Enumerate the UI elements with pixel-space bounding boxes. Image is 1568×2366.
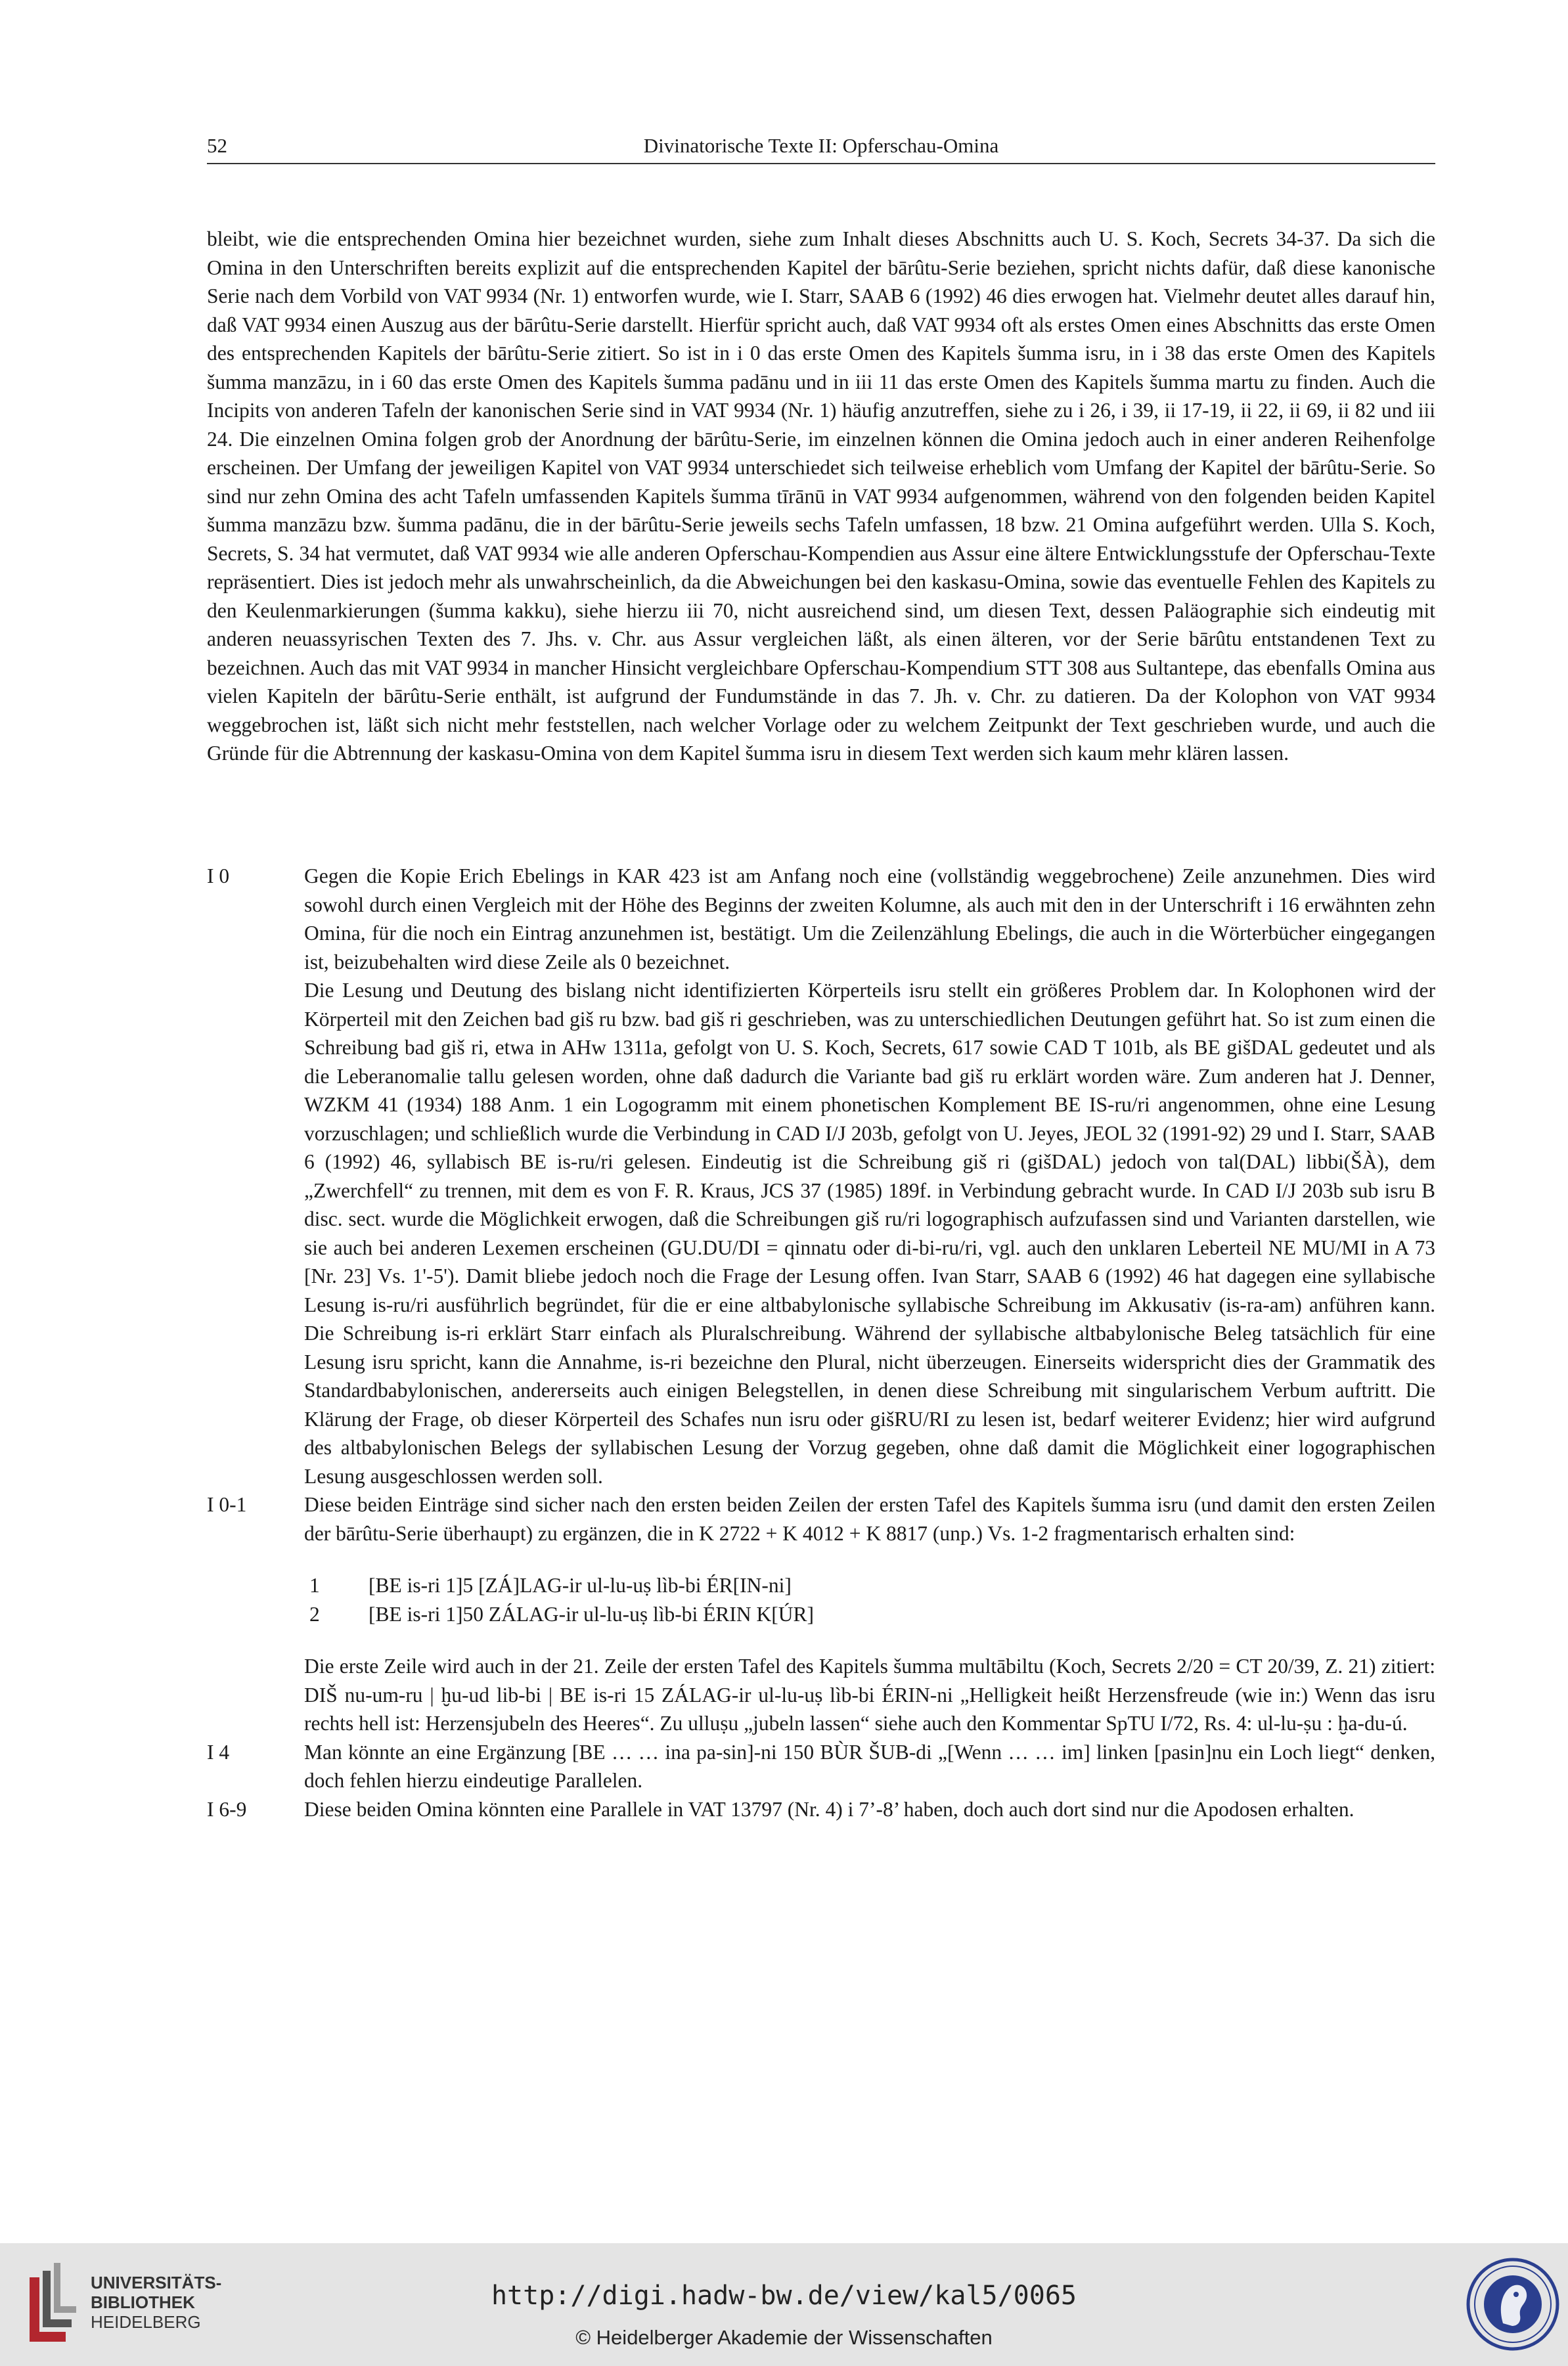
note-body: [304, 1738, 1435, 1795]
line-text: [BE is-ri 1]5 [ZÁ]LAG-ir ul-lu-uṣ lìb-bi ÉR[IN-ni]: [369, 1574, 792, 1597]
note-entry: [207, 1490, 1435, 1738]
library-name-line: UNIVERSITÄTS-: [91, 2273, 222, 2292]
note-paragraph: Die erste Zeile wird auch in der 21. Zeile der ersten Tafel des Kapitels šumma multābiltu (Koch, Secrets 2/20 = CT 20/39, Z. 21) zitiert: DIŠ nu-um-ru | ḫu-ud lib-bi | BE is-ri 15 ZÁLAG-ir ul-lu-uṣ lìb-bi ÉRIN-ni „Helligkeit heißt Herzensfreude (wie in:) Wenn das isru rechts hell ist: Herzensjubeln des Heeres“. Zu ulluṣu „jubeln lassen“ siehe auch den Kommentar SpTU I/72, Rs. 4: ul-lu-ṣu : ḫa-du-ú.: [304, 1655, 1435, 1735]
note-paragraph: Die Lesung und Deutung des bislang nicht identifizierten Körperteils isru stellt ein größeres Problem dar. In Kolophonen wird der Körperteil mit den Zeichen bad giš ru bzw. bad giš ri geschrieben, was zu unterschiedlichen Deutungen geführt hat. So ist zum einen die Schreibung bad giš ri, etwa in AHw 1311a, gefolgt von U. S. Koch, Secrets, 617 sowie CAD T 101b, als BE gišDAL gedeutet und als die Leberanomalie tallu gelesen worden, ohne daß dadurch die Variante bad giš ru erklärt worden wäre. Zum anderen hat J. Denner, WZKM 41 (1934) 188 Anm. 1 ein Logogramm mit einem phonetischen Komplement BE IS-ru/ri angenommen, ohne eine Lesung vorzuschlagen; und schließlich wurde die Verbindung in CAD I/J 203b, gefolgt von U. Jeyes, JEOL 32 (1991-92) 29 und I. Starr, SAAB 6 (1992) 46, syllabisch BE is-ru/ri gelesen. Eindeutig ist die Schreibung giš ri (gišDAL) jedoch von tal(DAL) libbi(ŠÀ), dem „Zwerchfell“ zu trennen, mit dem es von F. R. Kraus, JCS 37 (1985) 189f. in Verbindung gebracht wurde. In CAD I/J 203b sub isru B disc. sect. wurde die Möglichkeit erwogen, daß die Schreibungen giš ru/ri logographisch aufzufassen sind und Varianten darstellen, wie sie auch bei anderen Lexemen erscheinen (GU.DU/DI = qinnatu oder di-bi-ru/ri, vgl. auch den unklaren Leberteil NE MU/MI in A 73 [Nr. 23] Vs. 1'-5'). Damit bliebe jedoch noch die Frage der Lesung offen. Ivan Starr, SAAB 6 (1992) 46 hat dagegen eine syllabische Lesung is-ru/ri ausführlich begründet, für die er eine altbabylonische syllabische Schreibung im Akkusativ (is-ra-am) anführen kann. Die Schreibung is-ri erklärt Starr einfach als Pluralschreibung. Während der syllabische altbabylonische Beleg tatsächlich für eine Lesung isru spricht, kann die Annahme, is-ri bezeichne den Plural, nicht überzeugen. Einerseits widerspricht dies der Grammatik des Standardbabylonischen, andererseits auch einigen Belegstellen, in denen diese Schreibung mit singularischem Verbum auftritt. Die Klärung der Frage, ob dieser Körperteil des Schafes nun isru oder gišRU/RI zu lesen ist, bedarf weiterer Evidenz; hier wird aufgrund des altbabylonischen Belegs der syllabischen Lesung der Vorzug gegeben, ohne daß damit die Möglichkeit einer logographischen Lesung ausgeschlossen werden soll.: [304, 979, 1435, 1488]
note-body: [304, 1795, 1435, 1824]
running-title: Divinatorische Texte II: Opferschau-Omina: [643, 134, 999, 157]
library-name-line: HEIDELBERG: [91, 2312, 201, 2332]
transliteration-line: [304, 1600, 1435, 1629]
line-text: [BE is-ri 1]50 ZÁLAG-ir ul-lu-uṣ lìb-bi ÉRIN K[ÚR]: [369, 1602, 815, 1626]
note-label: I 0-1: [207, 1493, 247, 1516]
footer-band: [0, 2243, 1568, 2366]
page-number: 52: [207, 134, 227, 157]
copyright-notice: © Heidelberger Akademie der Wissenschaften: [575, 2326, 993, 2349]
note-label: I 4: [207, 1740, 230, 1764]
line-number: 2: [309, 1602, 320, 1626]
intro-paragraph: bleibt, wie die entsprechenden Omina hier bezeichnet wurden, siehe zum Inhalt dieses Abschnitts auch U. S. Koch, Secrets 34-37. Da sich die Omina in den Unterschriften bereits explizit auf die entsprechenden Kapitel der bārûtu-Serie beziehen, spricht nichts dafür, daß diese kanonische Serie nach dem Vorbild von VAT 9934 (Nr. 1) entworfen wurde, wie I. Starr, SAAB 6 (1992) 46 dies erwogen hat. Vielmehr deutet alles darauf hin, daß VAT 9934 einen Auszug aus der bārûtu-Serie darstellt. Hierfür spricht auch, daß VAT 9934 oft als erstes Omen eines Abschnitts das erste Omen des entsprechenden Kapitels der bārûtu-Serie zitiert. So ist in i 0 das erste Omen des Kapitels šumma isru, in i 38 das erste Omen des Kapitels šumma manzāzu, in i 60 das erste Omen des Kapitels šumma padānu und in iii 11 das erste Omen des Kapitels šumma martu zu finden. Auch die Incipits von anderen Tafeln der kanonischen Serie sind in VAT 9934 (Nr. 1) häufig anzutreffen, siehe zu i 26, i 39, ii 17-19, ii 22, ii 69, ii 82 und iii 24. Die einzelnen Omina folgen grob der Anordnung der bārûtu-Serie, im einzelnen können die Omina jedoch auch in einer anderen Reihenfolge erscheinen. Der Umfang der jeweiligen Kapitel von VAT 9934 unterschiedet sich teilweise erheblich vom Umfang der Kapitel der bārûtu-Serie. So sind nur zehn Omina des acht Tafeln umfassenden Kapitels šumma tīrānū in VAT 9934 aufgenommen, während von den folgenden beiden Kapitel šumma manzāzu bzw. šumma padānu, die in der bārûtu-Serie jeweils sechs Tafeln umfassen, 18 bzw. 21 Omina aufgeführt werden. Ulla S. Koch, Secrets, S. 34 hat vermutet, daß VAT 9934 wie alle anderen Opferschau-Kompendien aus Assur eine ältere Entwicklungsstufe der Opferschau-Texte repräsentiert. Dies ist jedoch mehr als unwahrscheinlich, da die Abweichungen bei den kaskasu-Omina, sowie das eventuelle Fehlen des Kapitels zu den Keulenmarkierungen (šumma kakku), siehe hierzu iii 70, nicht ausreichend sind, um diesen Text, dessen Paläographie sich eindeutig mit anderen neuassyrischen Texten des 7. Jhs. v. Chr. aus Assur vergleichen läßt, als einen älteren, vor der Serie bārûtu entstandenen Text zu bezeichnen. Auch das mit VAT 9934 in mancher Hinsicht vergleichbare Opferschau-Kompendium STT 308 aus Sultantepe, das ebenfalls Omina aus vielen Kapiteln der bārûtu-Serie enthält, ist aufgrund der Fundumstände in das 7. Jh. v. Chr. zu datieren. Da der Kolophon von VAT 9934 weggebrochen ist, läßt sich nicht mehr feststellen, nach welcher Vorlage oder zu welchem Zeitpunkt der Text geschrieben wurde, und auch die Gründe für die Abtrennung der kaskasu-Omina von dem Kapitel šumma isru in diesem Text werden sich kaum mehr klären lassen.: [207, 227, 1435, 765]
note-label: I 0: [207, 864, 230, 887]
line-number: 1: [309, 1574, 320, 1597]
library-name-line: BIBLIOTHEK: [91, 2292, 195, 2312]
note-entry: [207, 1738, 1435, 1795]
note-label: I 6-9: [207, 1797, 247, 1821]
permalink-url[interactable]: http://digi.hadw-bw.de/view/kal5/0065: [491, 2281, 1077, 2311]
academy-seal-logo: [1466, 2258, 1559, 2351]
note-entry: [207, 862, 1435, 1490]
transliteration-line: [304, 1571, 1435, 1600]
note-entry: [207, 1795, 1435, 1824]
note-paragraph: Man könnte an eine Ergänzung [BE … … ina pa-sin]-ni 150 BÙR ŠUB-di „[Wenn … … im] linken [pasin]nu ein Loch liegt“ denken, doch fehlen hierzu eindeutige Parallelen.: [304, 1740, 1435, 1792]
commentary-notes: [207, 862, 1435, 1823]
transliteration-block: [304, 1571, 1435, 1628]
page-header: [207, 131, 1435, 164]
note-body: [304, 862, 1435, 1490]
note-paragraph: Gegen die Kopie Erich Ebelings in KAR 423 ist am Anfang noch eine (vollständig weggebrochene) Zeile anzunehmen. Dies wird sowohl durch einen Vergleich mit der Höhe des Beginns der zweiten Kolumne, als auch mit den in der Unterschrift i 16 erwähnten zehn Omina, für die noch ein Eintrag anzunehmen ist, bestätigt. Um die Zeilenzählung Ebelings, die auch in die Wörterbücher eingegangen ist, beizubehalten wird diese Zeile als 0 bezeichnet.: [304, 864, 1435, 973]
note-paragraph: Diese beiden Omina könnten eine Parallele in VAT 13797 (Nr. 4) i 7’-8’ haben, doch auch dort sind nur die Apodosen erhalten.: [304, 1797, 1355, 1821]
note-paragraph: Diese beiden Einträge sind sicher nach den ersten beiden Zeilen der ersten Tafel des Kapitels šumma isru (und damit den ersten Zeilen der bārûtu-Serie überhaupt) zu ergänzen, die in K 2722 + K 4012 + K 8817 (unp.) Vs. 1-2 fragmentarisch erhalten sind:: [304, 1493, 1435, 1545]
note-body: [304, 1490, 1435, 1738]
